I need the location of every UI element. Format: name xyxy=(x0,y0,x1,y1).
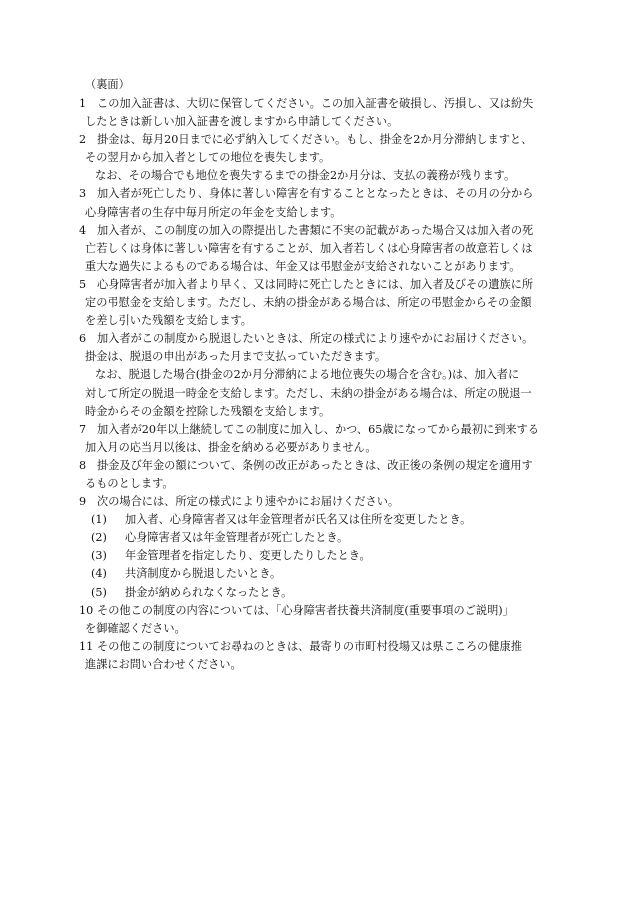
item-text: したときは新しい加入証書を渡しますから申請してください。 xyxy=(85,115,399,129)
sub-item-text: 共済制度から脱退したいとき。 xyxy=(125,567,282,581)
item-continuation-line xyxy=(79,258,560,276)
sub-item xyxy=(79,529,560,547)
item-number: 6 xyxy=(79,332,87,346)
item-number: 7 xyxy=(79,422,87,436)
item-first-line xyxy=(79,493,560,511)
item-text: 掛金及び年金の額について、条例の改正があったときは、改正後の条例の規定を適用す xyxy=(97,458,533,472)
item-text: 加入者が、この制度の加入の際提出した書類に不実の記載があった場合又は加入者の死 xyxy=(97,223,534,237)
item-text: 加入者が20年以上継続してこの制度に加入し、かつ、65歳になってから最初に到来する xyxy=(97,422,539,436)
item-continuation-line xyxy=(79,294,560,312)
item-first-line xyxy=(79,276,560,294)
item-text: 進課にお問い合わせください。 xyxy=(85,657,242,671)
item-text: 心身障害者の生存中毎月所定の年金を支給します。 xyxy=(85,205,342,219)
sub-item xyxy=(79,584,560,602)
item-number: 5 xyxy=(79,277,87,291)
item-text: 亡若しくは身体に著しい障害を有することが、加入者若しくは心身障害者の故意若しくは xyxy=(85,241,533,255)
item-first-line xyxy=(79,457,560,475)
item-continuation-line xyxy=(79,439,560,457)
item-number: 8 xyxy=(79,458,87,472)
notice-item xyxy=(79,222,560,276)
item-text: その翌月から加入者としての地位を喪失します。 xyxy=(85,151,331,165)
item-text: 定の弔慰金を支給します。ただし、未納の掛金がある場合は、所定の弔慰金からその金額 xyxy=(85,296,532,310)
sub-item-text: 掛金が納められなくなったとき。 xyxy=(125,585,293,599)
item-text: 加入月の応当月以後は、掛金を納める必要がありません。 xyxy=(85,440,377,454)
notice-item xyxy=(79,330,560,420)
item-number: 2 xyxy=(79,133,87,147)
item-continuation-line xyxy=(79,240,560,258)
sub-item xyxy=(79,547,560,565)
item-text: を御確認ください。 xyxy=(85,621,186,635)
sub-item-text: 加入者、心身障害者又は年金管理者が氏名又は住所を変更したとき。 xyxy=(125,513,472,527)
item-continuation-line xyxy=(79,620,560,638)
sub-item-number: (1) xyxy=(91,513,107,527)
item-text: を差し引いた残額を支給します。 xyxy=(85,314,252,328)
item-number: 9 xyxy=(79,495,87,509)
item-number: 4 xyxy=(79,223,87,237)
item-continuation-line xyxy=(79,113,560,131)
notice-item xyxy=(79,276,560,330)
sub-item-number: (3) xyxy=(91,549,107,563)
sub-item-number: (5) xyxy=(91,585,107,599)
notice-item xyxy=(79,421,560,457)
item-note-line: 時金からその金額を控除した残額を支給します。 xyxy=(85,404,331,418)
item-note-line: 対して所定の脱退一時金を支給します。ただし、未納の掛金がある場合は、所定の脱退一 xyxy=(85,386,532,400)
sub-item-number: (4) xyxy=(91,567,107,581)
item-continuation-line xyxy=(79,475,560,493)
notice-item xyxy=(79,95,560,131)
item-text: 掛金は、脱退の申出があった月まで支払っていただきます。 xyxy=(85,350,387,364)
sub-item xyxy=(79,565,560,583)
notice-item xyxy=(79,131,560,185)
sub-item-text: 年金管理者を指定したり、変更したりしたとき。 xyxy=(125,549,371,563)
item-first-line xyxy=(79,95,560,113)
item-text: るものとします。 xyxy=(85,476,174,490)
item-text: この加入証書は、大切に保管してください。この加入証書を破損し、汚損し、又は紛失 xyxy=(97,97,534,110)
item-number: 10 xyxy=(79,603,94,617)
item-continuation-line xyxy=(79,149,560,167)
item-first-line xyxy=(79,131,560,149)
item-note-line: なお、脱退した場合(掛金の2か月分滞納による地位喪失の場合を含む。)は、加入者に xyxy=(95,368,520,382)
item-continuation-line xyxy=(79,204,560,222)
notice-item xyxy=(79,638,560,674)
item-text: 掛金は、毎月20日までに必ず納入してください。もし、掛金を2か月分滞納しますと、 xyxy=(97,133,533,147)
item-number: 3 xyxy=(79,187,87,201)
item-text: 心身障害者が加入者より早く、又は同時に死亡したときには、加入者及びその遺族に所 xyxy=(97,277,534,291)
item-first-line xyxy=(79,222,560,240)
item-first-line xyxy=(79,602,560,620)
item-first-line xyxy=(79,185,560,203)
item-note-line: なお、その場合でも地位を喪失するまでの掛金2か月分は、支払の義務が残ります。 xyxy=(95,169,516,183)
notice-item xyxy=(79,185,560,221)
item-text: 加入者がこの制度から脱退したいときは、所定の様式により速やかにお届けください。 xyxy=(97,332,534,346)
sub-item-text: 心身障害者又は年金管理者が死亡したとき。 xyxy=(125,531,349,545)
notice-item xyxy=(79,493,560,602)
sub-item xyxy=(79,511,560,529)
item-first-line xyxy=(79,330,560,348)
item-number: 11 xyxy=(79,639,94,653)
item-text: 重大な過失によるものである場合は、年金又は弔慰金が支給されないことがあります。 xyxy=(85,259,521,273)
item-number: 1 xyxy=(79,97,87,110)
item-continuation-line xyxy=(79,348,560,366)
notice-list xyxy=(79,95,560,674)
notice-item xyxy=(79,457,560,493)
notice-item xyxy=(79,602,560,638)
item-text: その他この制度についてお尋ねのときは、最寄りの市町村役場又は県こころの健康推 xyxy=(97,639,522,653)
item-first-line xyxy=(79,638,560,656)
item-continuation-line xyxy=(79,656,560,674)
item-text: 次の場合には、所定の様式により速やかにお届けください。 xyxy=(97,495,400,509)
item-first-line xyxy=(79,421,560,439)
sub-item-number: (2) xyxy=(91,531,107,545)
page-heading: （裏面） xyxy=(85,78,130,91)
item-text: 加入者が死亡したり、身体に著しい障害を有することとなったときは、その月の分から xyxy=(97,187,534,201)
item-text: その他この制度の内容については、「心身障害者扶養共済制度(重要事項のご説明)」 xyxy=(97,603,514,617)
item-continuation-line xyxy=(79,312,560,330)
